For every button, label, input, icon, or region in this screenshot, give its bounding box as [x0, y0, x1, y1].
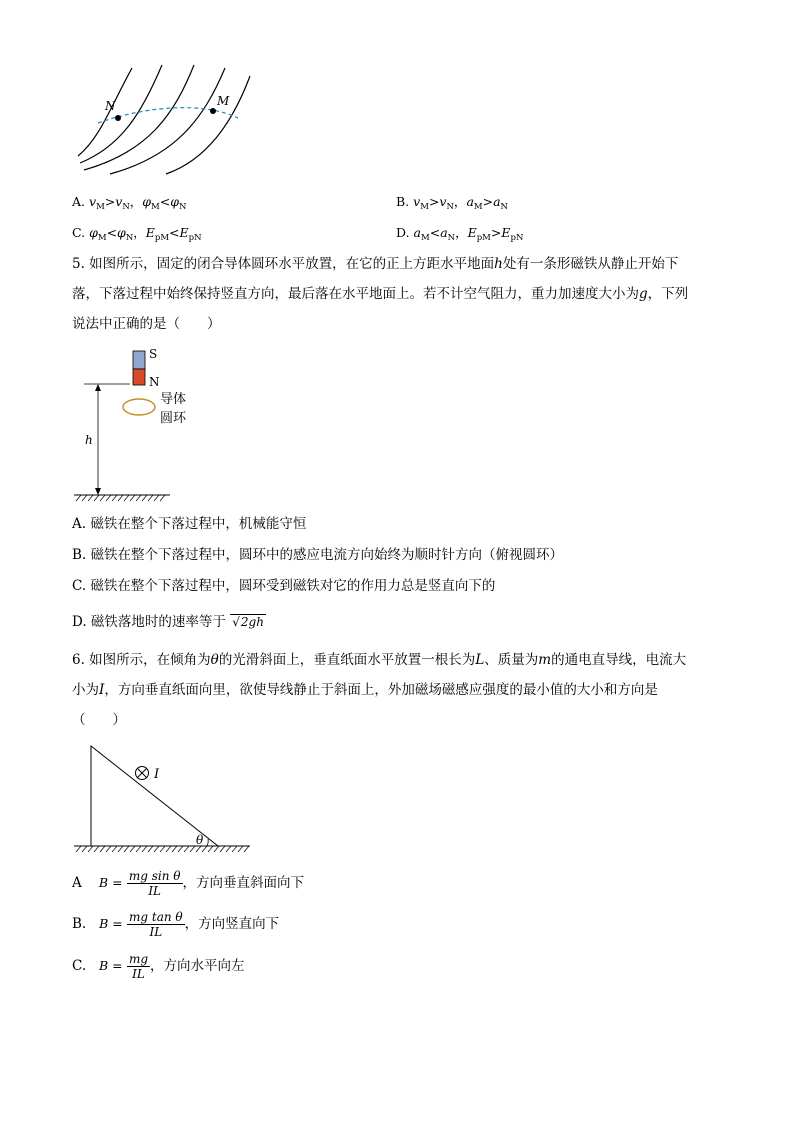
pole-s-label: S: [149, 347, 158, 361]
q6-stem-line-3: （ ）: [72, 712, 126, 728]
incline-figure: [70, 740, 255, 858]
q4-option-c: C. $\varphi_M<\varphi_N$，$E_{pM}<E_{pN}$: [72, 225, 202, 243]
q6-option-b: B. B = $\frac{\text{mg tan θ}}{IL}$ ，方向竖直向下: [72, 910, 280, 939]
q5-stem-line-3: 说法中正确的是（ ）: [72, 316, 221, 332]
magnet-ring-figure: [70, 345, 210, 505]
magnet-s-pole: [133, 351, 145, 369]
q5-stem-line-2: 落，下落过程中始终保持竖直方向，最后落在水平地面上。若不计空气阻力，重力加速度大小为g，下列: [72, 286, 689, 302]
fraction-a: $\frac{\text{mg sin θ}}{IL}$: [128, 869, 181, 898]
angle-arc: [207, 839, 208, 846]
ground-hatch: [76, 846, 249, 852]
field-line: [80, 65, 162, 163]
field-line: [166, 76, 250, 174]
fraction-c: $\frac{mg}{IL}$: [128, 952, 149, 981]
field-line: [84, 65, 194, 170]
arrowhead-down: [95, 488, 101, 495]
q4-option-d: D. $a_M<a_N$，$E_{pM}>E_{pN}$: [396, 225, 524, 243]
q5-option-c: C. 磁铁在整个下落过程中，圆环受到磁铁对它的作用力总是竖直向下的: [72, 578, 496, 594]
sqrt-2gh: √2gh: [232, 615, 264, 629]
q5-option-a: A. 磁铁在整个下落过程中，机械能守恒: [72, 516, 307, 532]
q4-option-a: A. $v_M>v_N$，$\varphi_M<\varphi_N$: [72, 194, 187, 212]
current-into-page-icon: [136, 767, 149, 780]
point-n: [115, 115, 121, 121]
field-lines-figure: [70, 60, 260, 175]
q4-option-b: B. $v_M>v_N$，$a_M>a_N$: [396, 194, 508, 212]
q6-option-c: C. B = $\frac{mg}{IL}$ ，方向水平向左: [72, 952, 245, 981]
incline-triangle: [91, 746, 218, 846]
q5-option-d: D. 磁铁落地时的速率等于 √2gh: [72, 614, 264, 630]
q6-option-a: A B = $\frac{\text{mg sin θ}}{IL}$ ，方向垂直斜面向下: [72, 869, 304, 898]
angle-label: θ: [196, 833, 204, 847]
q4-option-b-text: $v_M>v_N$，$a_M>a_N$: [413, 194, 508, 212]
current-label: I: [154, 767, 160, 782]
q4-option-c-text: $\varphi_M<\varphi_N$，$E_{pM}<E_{pN}$: [89, 225, 202, 243]
ground-hatch: [76, 495, 165, 501]
q6-stem-line-2: 小为I，方向垂直纸面向里，欲使导线静止于斜面上，外加磁场磁感应强度的最小值的大小和方向是: [72, 682, 658, 698]
ring-label-2: 圆环: [160, 411, 187, 426]
field-line: [110, 68, 225, 174]
q6-stem-line-1: 6. 如图所示，在倾角为θ的光滑斜面上，垂直纸面水平放置一根长为L、质量为m的通电直导线，电流大: [72, 652, 687, 668]
arrowhead-up: [95, 384, 101, 391]
q4-option-a-text: $v_M>v_N$，$\varphi_M<\varphi_N$: [89, 194, 187, 212]
q5-option-b: B. 磁铁在整个下落过程中，圆环中的感应电流方向始终为顺时针方向（俯视圆环）: [72, 547, 564, 563]
label-m: M: [217, 94, 230, 108]
height-label: h: [85, 433, 93, 447]
label-n: N: [105, 99, 116, 113]
pole-n-label: N: [149, 375, 160, 389]
q4-option-d-text: $a_M<a_N$，$E_{pM}>E_{pN}$: [413, 225, 524, 243]
magnet-n-pole: [133, 369, 145, 385]
q5-stem-line-1: 5. 如图所示，固定的闭合导体圆环水平放置，在它的正上方距水平地面h处有一条形磁铁从静止开始下: [72, 256, 679, 272]
point-m: [210, 108, 216, 114]
ring-label-1: 导体: [160, 392, 187, 407]
conductor-ring: [123, 399, 155, 415]
fraction-b: $\frac{\text{mg tan θ}}{IL}$: [129, 910, 183, 939]
